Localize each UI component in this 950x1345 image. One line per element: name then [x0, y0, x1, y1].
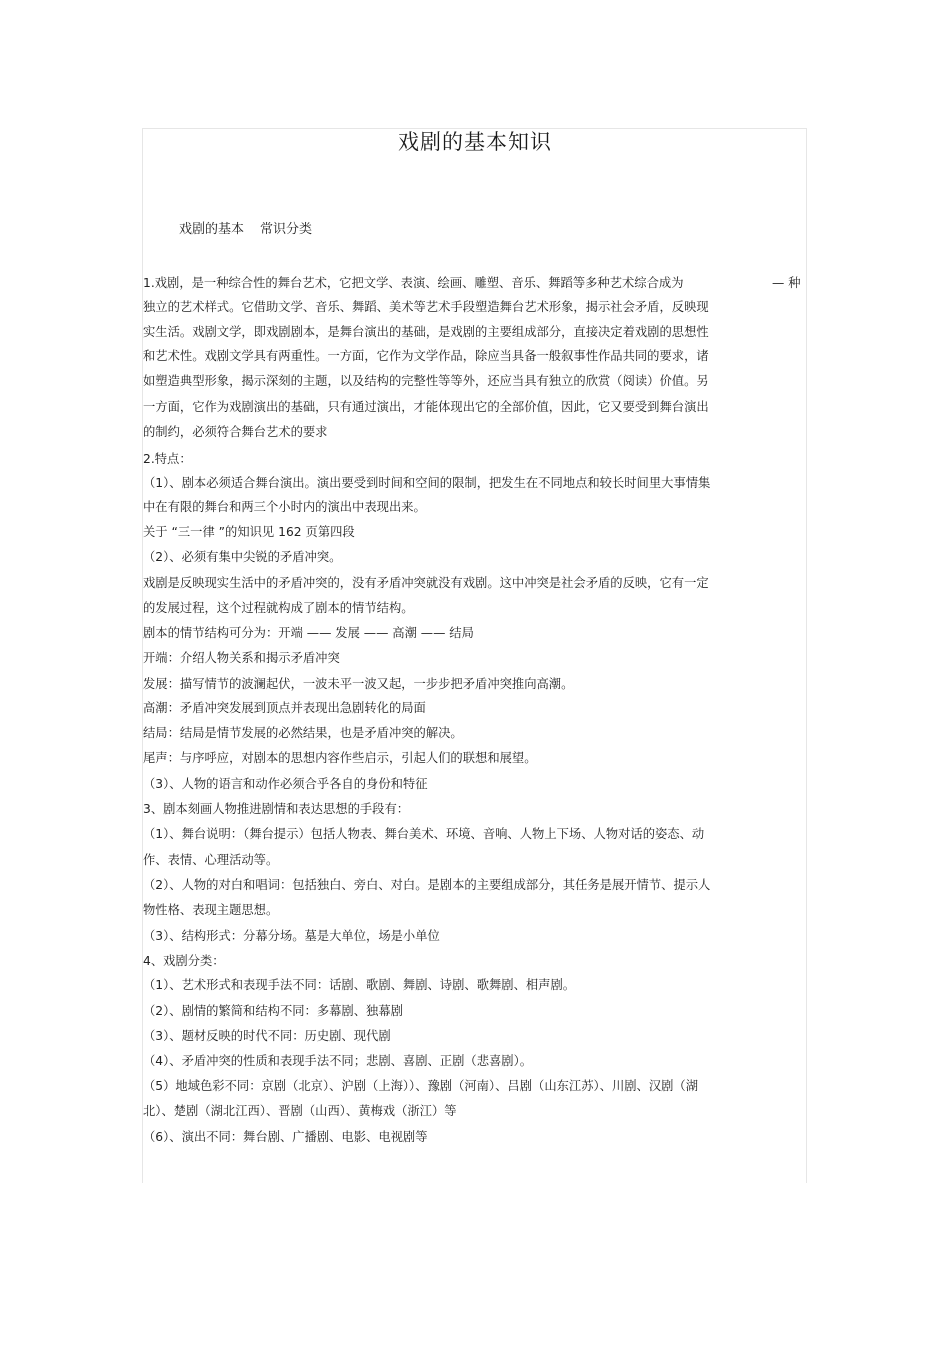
text-line: 关于 “三一律 ”的知识见 162 页第四段: [143, 525, 355, 539]
text-line: 物性格、表现主题思想。: [143, 903, 279, 917]
text-line: （2）、剧情的繁简和结构不同：多幕剧、独幕剧: [143, 1004, 403, 1018]
text-line: 实生活。戏剧文学，即戏剧剧本，是舞台演出的基础，是戏剧的主要组成部分，直接决定着戏剧的思想性: [143, 325, 709, 339]
text-line: 剧本的情节结构可分为：开端 —— 发展 —— 高潮 —— 结局: [143, 626, 474, 640]
text-line: 的制约，必须符合舞台艺术的要求: [143, 425, 328, 439]
text-line: （3）、题材反映的时代不同：历史剧、现代剧: [143, 1029, 391, 1043]
text-line: 发展：描写情节的波澜起伏，一波未平一波又起，一步步把矛盾冲突推向高潮。: [143, 677, 574, 691]
text-line: （1）、舞台说明：（舞台提示）包括人物表、舞台美术、环境、音响、人物上下场、人物对话的姿态、动: [143, 827, 705, 841]
text-line: 如塑造典型形象，揭示深刻的主题，以及结构的完整性等等外，还应当具有独立的欣赏（阅读）价值。另: [143, 374, 709, 388]
text-line: （6）、演出不同：舞台剧、广播剧、电影、电视剧等: [143, 1130, 428, 1144]
text-line: 北）、楚剧（湖北江西）、晋剧（山西）、黄梅戏（浙江）等: [143, 1104, 457, 1118]
text-line: （3）、人物的语言和动作必须合乎各自的身份和特征: [143, 777, 428, 791]
text-line: 戏剧是反映现实生活中的矛盾冲突的，没有矛盾冲突就没有戏剧。这中冲突是社会矛盾的反映，它有一定: [143, 576, 709, 590]
text-line: （3）、结构形式：分幕分场。墓是大单位，场是小单位: [143, 929, 440, 943]
text-line: 和艺术性。戏剧文学具有两重性。一方面，它作为文学作品，除应当具备一般叙事性作品共同的要求，诸: [143, 349, 709, 363]
section-heading: 4、戏剧分类：: [143, 954, 225, 968]
page-title: 戏剧的基本知识: [398, 130, 552, 154]
text-line: 结局：结局是情节发展的必然结果，也是矛盾冲突的解决。: [143, 726, 463, 740]
text-line: （1）、艺术形式和表现手法不同：话剧、歌剧、舞剧、诗剧、歌舞剧、相声剧。: [143, 978, 576, 992]
text-line: 尾声：与序呼应，对剧本的思想内容作些启示，引起人们的联想和展望。: [143, 751, 537, 765]
text-line: 开端：介绍人物关系和揭示矛盾冲突: [143, 651, 340, 665]
section-heading: 2.特点：: [143, 452, 192, 466]
text-line: 作、表情、心理活动等。: [143, 853, 279, 867]
margin-note: — 种: [772, 276, 801, 290]
text-line: 高潮：矛盾冲突发展到顶点并表现出急剧转化的局面: [143, 701, 426, 715]
text-line: 1.戏剧，是一种综合性的舞台艺术，它把文学、表演、绘画、雕塑、音乐、舞蹈等多种艺术综合成为: [143, 276, 684, 290]
text-line: （2）、必须有集中尖锐的矛盾冲突。: [143, 550, 342, 564]
text-line: 中在有限的舞台和两三个小时内的演出中表现出来。: [143, 500, 426, 514]
text-line: 一方面，它作为戏剧演出的基础，只有通过演出，才能体现出它的全部价值，因此，它又要受到舞台演出: [143, 400, 709, 414]
text-line: 独立的艺术样式。它借助文学、音乐、舞蹈、美术等艺术手段塑造舞台艺术形象，揭示社会矛盾，反映现: [143, 300, 709, 314]
text-line: （4）、矛盾冲突的性质和表现手法不同；悲剧、喜剧、正剧（悲喜剧）。: [143, 1054, 533, 1068]
text-line: 的发展过程，这个过程就构成了剧本的情节结构。: [143, 601, 414, 615]
text-line: （1）、剧本必须适合舞台演出。演出要受到时间和空间的限制，把发生在不同地点和较长时间里大事情集: [143, 476, 711, 490]
subtitle-part-2: 常识分类: [260, 222, 313, 237]
subtitle: [179, 221, 312, 239]
text-line: （5）地域色彩不同：京剧（北京）、沪剧（上海））、豫剧（河南）、吕剧（山东江苏）、川剧、汉剧（湖: [143, 1079, 699, 1093]
section-heading: 3、剧本刻画人物推进剧情和表达思想的手段有：: [143, 802, 410, 816]
subtitle-part-1: 戏剧的基本: [179, 222, 245, 237]
text-line: （2）、人物的对白和唱词：包括独白、旁白、对白。是剧本的主要组成部分，其任务是展开情节、提示人: [143, 878, 711, 892]
